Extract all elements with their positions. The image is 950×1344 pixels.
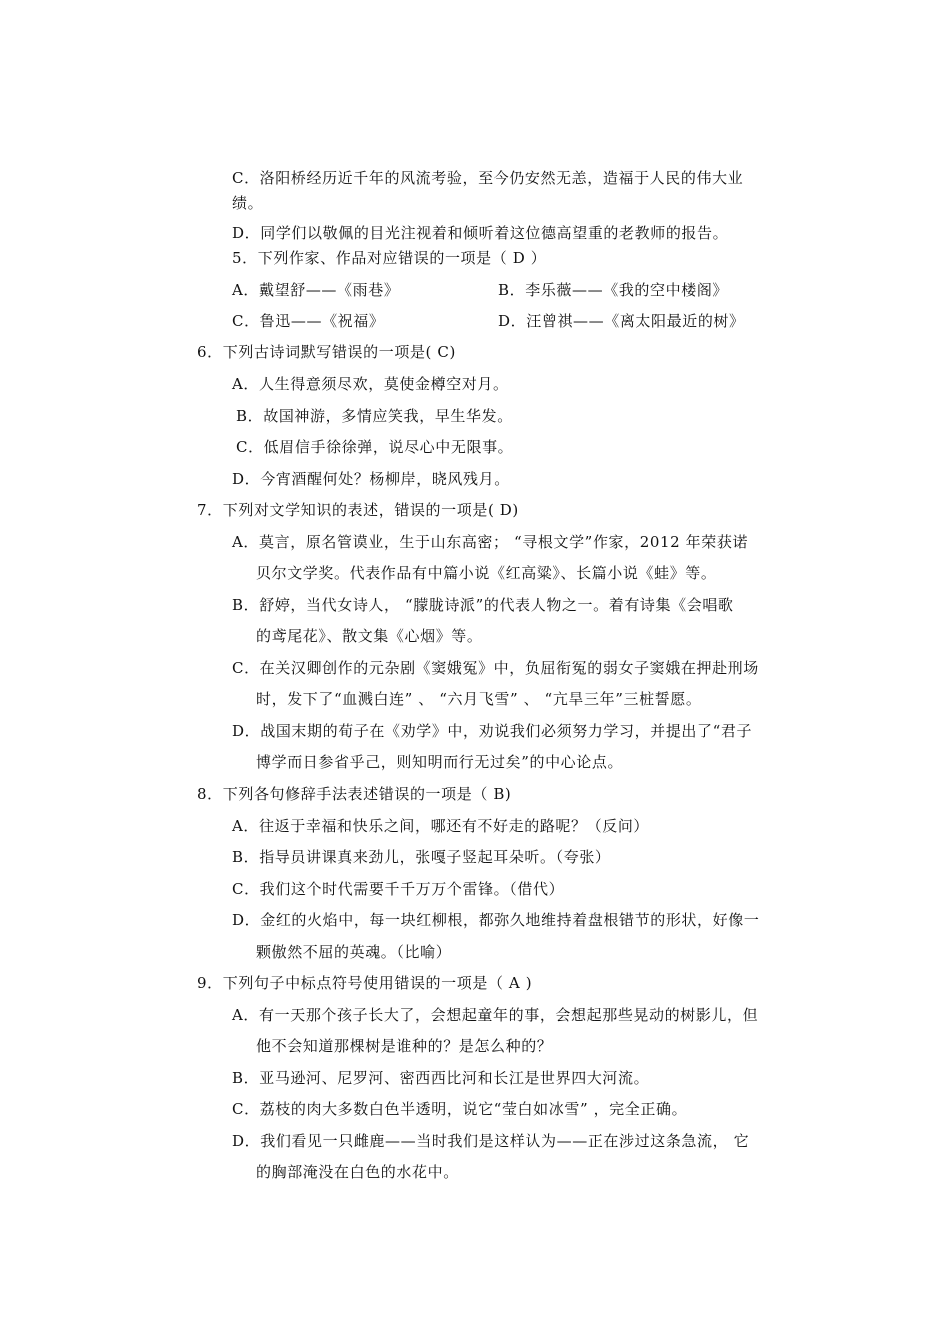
q5-option-d: D．汪曾祺——《离太阳最近的树》 — [498, 312, 745, 330]
prev-option-c-line1: C．洛阳桥经历近千年的风流考验，至今仍安然无恙，造福于人民的伟大业 — [232, 169, 744, 187]
q5-option-c: C．鲁迅——《祝福》 — [232, 312, 385, 330]
q6-option-b: B．故国神游，多情应笑我，早生华发。 — [236, 407, 513, 425]
q7-option-b-line2: 的鸢尾花》、散文集《心烟》等。 — [256, 627, 483, 645]
q7-option-a-line1: A．莫言，原名管谟业，生于山东高密； “寻根文学”作家，2012 年荣获诺 — [232, 533, 749, 551]
q5-option-b: B．李乐薇——《我的空中楼阁》 — [498, 281, 729, 299]
q7-option-d-line2: 博学而日参省乎己，则知明而行无过矣”的中心论点。 — [256, 753, 624, 771]
q5-option-a: A．戴望舒——《雨巷》 — [232, 281, 400, 299]
q6-stem: 6．下列古诗词默写错误的一项是( C) — [197, 343, 456, 361]
q6-option-c: C．低眉信手徐徐弹，说尽心中无限事。 — [236, 438, 514, 456]
q7-option-d-line1: D．战国末期的荀子在《劝学》中，劝说我们必须努力学习，并提出了“君子 — [232, 722, 753, 740]
q6-option-a: A．人生得意须尽欢，莫使金樽空对月。 — [232, 375, 509, 393]
q9-stem: 9．下列句子中标点符号使用错误的一项是（ A ) — [197, 974, 533, 992]
q8-option-c: C．我们这个时代需要千千万万个雷锋。（借代） — [232, 880, 565, 898]
q8-option-d-line2: 颗傲然不屈的英魂。（比喻） — [256, 943, 452, 961]
q8-option-b: B．指导员讲课真来劲儿，张嘎子竖起耳朵听。（夸张） — [232, 848, 611, 866]
q7-option-c-line1: C．在关汉卿创作的元杂剧《窦娥冤》中，负屈衔冤的弱女子窦娥在押赴刑场 — [232, 659, 759, 677]
q5-stem: 5．下列作家、作品对应错误的一项是（ D ） — [232, 249, 547, 267]
q9-option-d-line1: D．我们看见一只雌鹿——当时我们是这样认为——正在涉过这条急流， 它 — [232, 1132, 750, 1150]
q7-option-b-line1: B．舒婷，当代女诗人， “朦胧诗派”的代表人物之一。着有诗集《会唱歌 — [232, 596, 734, 614]
q9-option-b: B．亚马逊河、尼罗河、密西西比河和长江是世界四大河流。 — [232, 1069, 650, 1087]
q8-stem: 8．下列各句修辞手法表述错误的一项是（ B) — [197, 785, 512, 803]
q8-option-a: A．往返于幸福和快乐之间，哪还有不好走的路呢？（反问） — [232, 817, 650, 835]
q9-option-a-line1: A．有一天那个孩子长大了，会想起童年的事，会想起那些晃动的树影儿，但 — [232, 1006, 759, 1024]
q6-option-d: D．今宵酒醒何处？杨柳岸，晓风残月。 — [232, 470, 510, 488]
q7-option-a-line2: 贝尔文学奖。代表作品有中篇小说《红高粱》、长篇小说《蛙》等。 — [256, 564, 717, 582]
q8-option-d-line1: D．金红的火焰中，每一块红柳根，都弥久地维持着盘根错节的形状，好像一 — [232, 911, 760, 929]
q9-option-c: C．荔枝的肉大多数白色半透明，说它“莹白如冰雪” ，完全正确。 — [232, 1100, 688, 1118]
q7-option-c-line2: 时，发下了“血溅白连” 、 “六月飞雪” 、 “亢旱三年”三桩誓愿。 — [256, 690, 702, 708]
q9-option-a-line2: 他不会知道那棵树是谁种的？是怎么种的？ — [256, 1037, 553, 1055]
q9-option-d-line2: 的胸部淹没在白色的水花中。 — [256, 1163, 459, 1181]
prev-option-c-line2: 绩。 — [232, 194, 264, 212]
q7-stem: 7．下列对文学知识的表述，错误的一项是( D) — [197, 501, 519, 519]
prev-option-d: D．同学们以敬佩的目光注视着和倾听着这位德高望重的老教师的报告。 — [232, 224, 729, 242]
